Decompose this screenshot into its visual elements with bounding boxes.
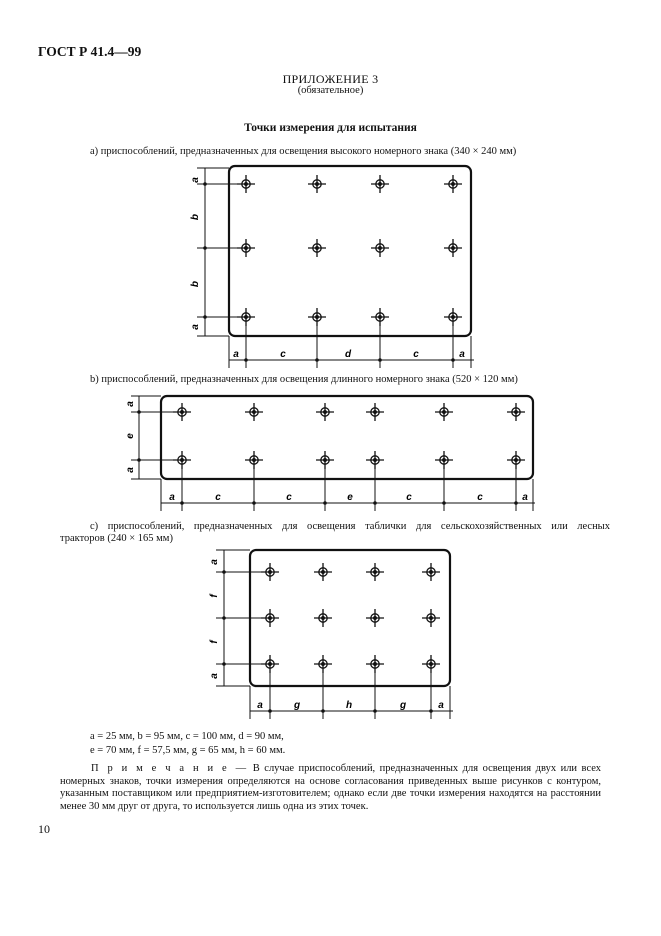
figure-b-measurement-point-11: [435, 451, 453, 469]
appendix-status: (обязательное): [297, 85, 364, 96]
note-paragraph: [60, 763, 601, 813]
figure-c-measurement-point-3: [366, 563, 384, 581]
figure-c-caption-line1: c) приспособлений, предназначенных для освещения таблички для сельскохозяйственных или лесных: [90, 521, 610, 532]
figure-b-vdim-label-1: a: [125, 401, 136, 407]
figure-b-hdim-label-6: c: [477, 492, 483, 503]
figure-c-measurement-point-4: [422, 563, 440, 581]
note-label: П р и м е ч а н и е —: [91, 763, 249, 774]
definitions-line-2: e = 70 мм, f = 57,5 мм, g = 65 мм, h = 60 мм.: [90, 745, 286, 756]
figure-c-plate-outline: [250, 550, 450, 686]
figure-b-measurement-point-4: [366, 403, 384, 421]
figure-c-measurement-point-11: [366, 655, 384, 673]
figure-b-measurement-point-7: [173, 451, 191, 469]
figure-a-vdim-label-4: a: [190, 324, 201, 330]
figure-c-caption-line2: тракторов (240 × 165 мм): [60, 533, 173, 544]
figure-b-hdim-label-7: a: [522, 492, 528, 503]
figure-b-measurement-point-12: [507, 451, 525, 469]
figure-b-vdim-label-2: e: [125, 433, 136, 439]
figure-b-measurement-point-6: [507, 403, 525, 421]
figure-c-vdim-label-2: f: [209, 594, 220, 598]
figure-b-measurement-point-9: [316, 451, 334, 469]
document-code: ГОСТ Р 41.4—99: [38, 44, 142, 59]
figure-c-measurement-point-2: [314, 563, 332, 581]
figure-b-hdim-label-2: c: [215, 492, 221, 503]
figure-c-hdim-label-1: a: [257, 700, 263, 711]
figure-b-hdim-label-4: e: [347, 492, 353, 503]
figure-b-measurement-point-5: [435, 403, 453, 421]
figure-a-measurement-point-8: [444, 239, 462, 257]
figure-b-measurement-point-2: [245, 403, 263, 421]
figure-b-caption: b) приспособлений, предназначенных для освещения длинного номерного знака (520 × 120 мм): [90, 374, 518, 385]
figure-a-vdim-label-1: a: [190, 177, 201, 183]
figure-c-hdim-label-5: a: [438, 700, 444, 711]
figure-c-caption: [90, 520, 610, 533]
figure-a-vdim-label-3: b: [190, 280, 201, 288]
figure-c-vdim-label-1: a: [209, 559, 220, 565]
figure-c-measurement-point-9: [261, 655, 279, 673]
figure-a-measurement-point-12: [444, 308, 462, 326]
figure-b-hdim-label-3: c: [286, 492, 292, 503]
figure-b-measurement-point-3: [316, 403, 334, 421]
figure-a-measurement-point-2: [308, 175, 326, 193]
figure-a-hdim-label-2: c: [280, 349, 286, 360]
figure-c-measurement-point-10: [314, 655, 332, 673]
figure-a-hdim-label-3: d: [344, 349, 352, 360]
figure-c-measurement-point-6: [314, 609, 332, 627]
figure-c-hdim-label-4: g: [399, 700, 407, 711]
dimension-definitions: [90, 730, 285, 758]
figure-a-caption: a) приспособлений, предназначенных для освещения высокого номерного знака (340 × 240 мм): [90, 146, 517, 157]
definitions-line-1: a = 25 мм, b = 95 мм, c = 100 мм, d = 90 мм,: [90, 731, 284, 742]
figure-b-measurement-point-1: [173, 403, 191, 421]
figure-c-vdim-label-3: f: [209, 640, 220, 644]
figure-a-measurement-point-3: [371, 175, 389, 193]
figure-b-hdim-label-5: c: [406, 492, 412, 503]
figure-c-measurement-point-8: [422, 609, 440, 627]
figure-c-measurement-point-1: [261, 563, 279, 581]
page-number: 10: [38, 822, 50, 836]
figure-a-hdim-label-5: a: [459, 349, 465, 360]
figure-c-measurement-point-5: [261, 609, 279, 627]
figure-c-hdim-label-2: g: [293, 700, 301, 711]
appendix-title: ПРИЛОЖЕНИЕ 3: [282, 72, 379, 86]
figure-c-measurement-point-7: [366, 609, 384, 627]
figure-a-measurement-point-9: [237, 308, 255, 326]
figure-c-hdim-label-3: h: [345, 700, 353, 711]
figure-a-hdim-label-1: a: [233, 349, 239, 360]
figure-c-measurement-point-12: [422, 655, 440, 673]
figure-b-plate-outline: [161, 396, 533, 479]
figure-b-measurement-point-10: [366, 451, 384, 469]
figure-b-measurement-point-8: [245, 451, 263, 469]
figure-a-vdim-label-2: b: [190, 213, 201, 221]
section-title: Точки измерения для испытания: [244, 122, 417, 134]
note-text: В случае приспособлений, предназначенных для освещения двух или всех номерных знаков, точки измерения определяются на основе согласования приведенных выше рисунков с контуром, указанным поставщиком или предприятием-изготовителем; однако если две точки измерения находятся на расстоянии менее 30 мм друг от друга, то используется лишь одна из этих точек.: [60, 763, 602, 812]
figure-a-measurement-point-6: [308, 239, 326, 257]
figure-c-vdim-label-4: a: [209, 673, 220, 679]
figure-a-measurement-point-10: [308, 308, 326, 326]
figure-b-hdim-label-1: a: [169, 492, 175, 503]
figure-a-measurement-point-7: [371, 239, 389, 257]
figure-b-vdim-label-3: a: [125, 467, 136, 473]
figure-a-measurement-point-5: [237, 239, 255, 257]
figure-a-plate-outline: [229, 166, 471, 336]
figure-a-measurement-point-1: [237, 175, 255, 193]
figure-a-measurement-point-4: [444, 175, 462, 193]
figure-a-hdim-label-4: c: [413, 349, 419, 360]
figure-a-measurement-point-11: [371, 308, 389, 326]
